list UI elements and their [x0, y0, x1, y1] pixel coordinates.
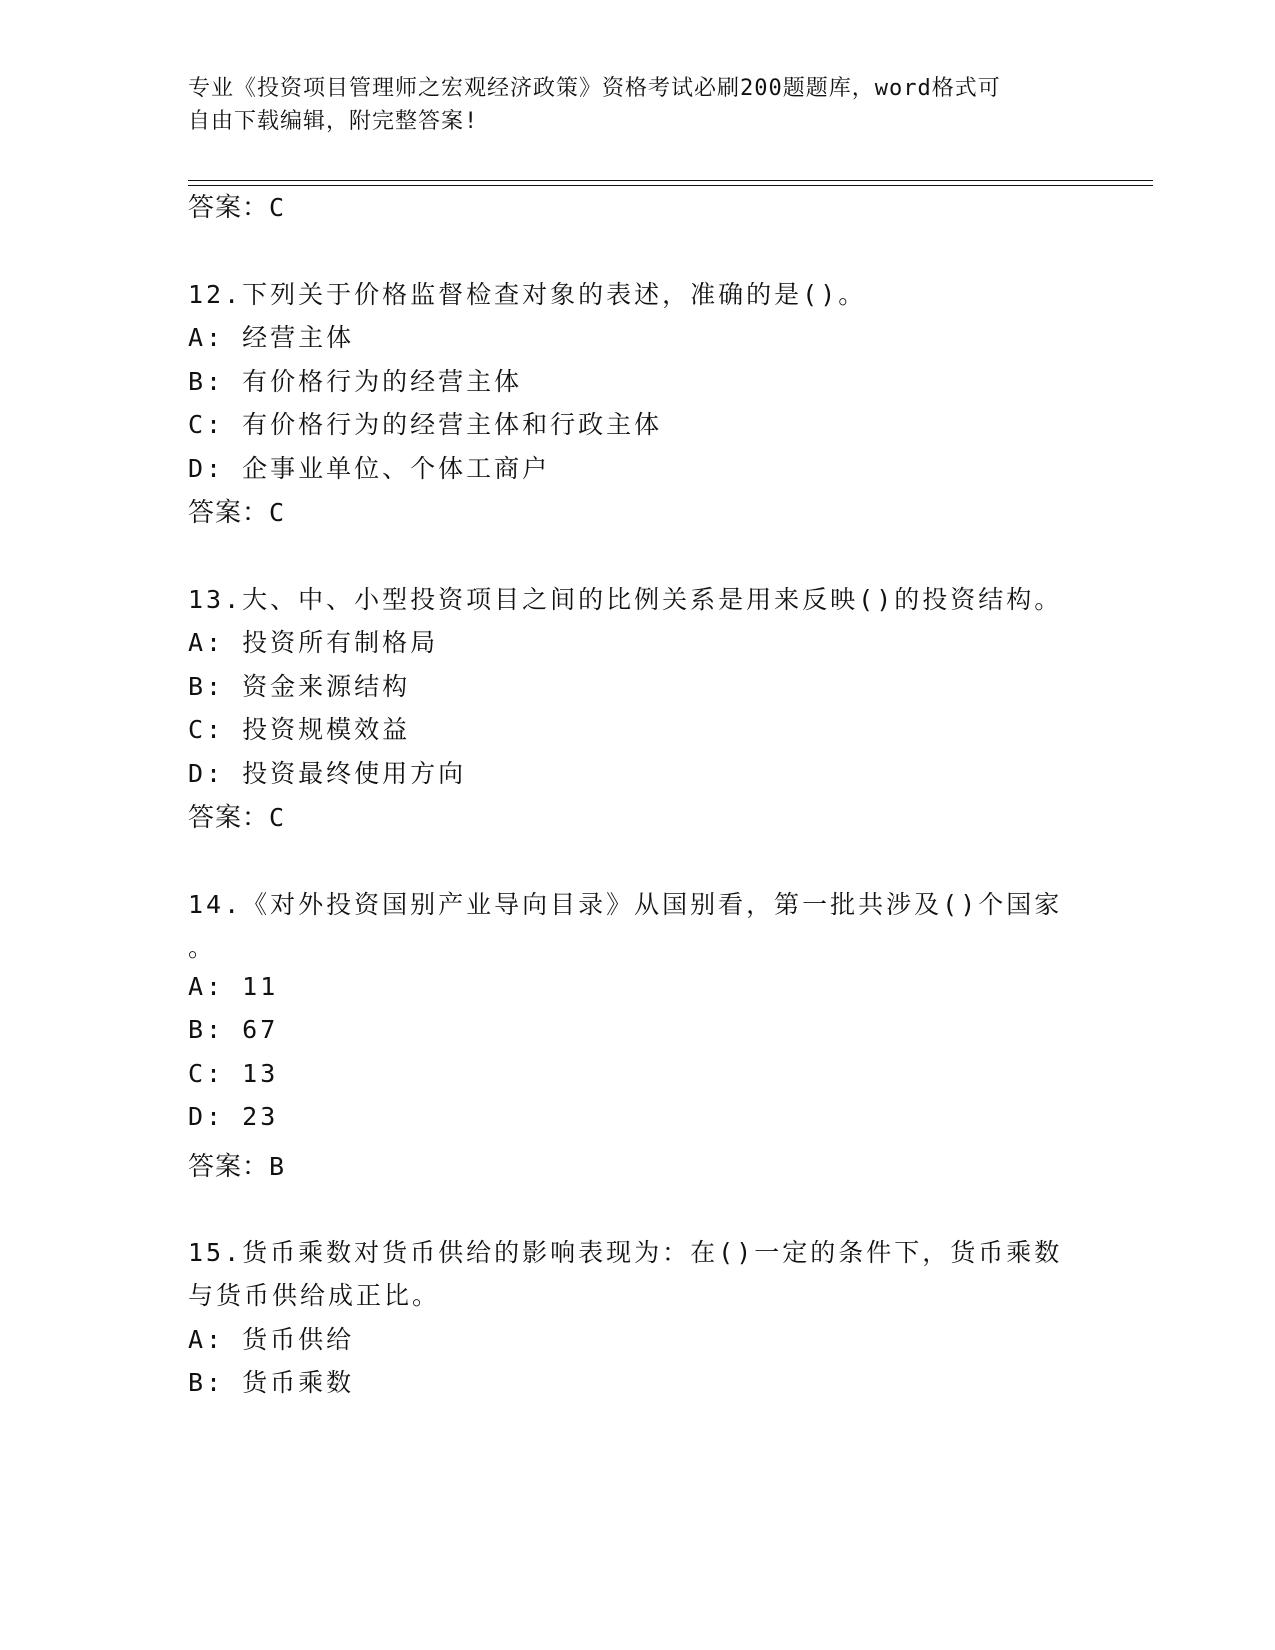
option-a: A: 经营主体 [188, 323, 355, 352]
option-b: B: 有价格行为的经营主体 [188, 367, 523, 396]
answer-value: C [269, 193, 286, 222]
answer-value: C [269, 498, 286, 527]
question-stem: 13.大、中、小型投资项目之间的比例关系是用来反映()的投资结构。 [188, 585, 1063, 614]
option-a: A: 11 [188, 972, 279, 1001]
document-header [188, 72, 1068, 138]
answer-label: 答案： [188, 1152, 270, 1182]
option-c: C: 13 [188, 1059, 279, 1088]
answer-line [188, 1146, 285, 1183]
option-c: C: 投资规模效益 [188, 715, 411, 744]
answer-line [188, 797, 285, 834]
option-b: B: 67 [188, 1015, 279, 1044]
option-c: C: 有价格行为的经营主体和行政主体 [188, 410, 663, 439]
answer-line [188, 492, 285, 529]
option-d: D: 23 [188, 1102, 279, 1131]
option-a: A: 货币供给 [188, 1325, 355, 1354]
answer-value: B [269, 1152, 286, 1181]
answer-label: 答案： [188, 193, 270, 223]
option-b: B: 货币乘数 [188, 1368, 355, 1397]
option-b: B: 资金来源结构 [188, 672, 411, 701]
answer-label: 答案： [188, 803, 270, 833]
header-intro-line-2: 自由下载编辑，附完整答案! [188, 109, 479, 134]
question-stem: 14.《对外投资国别产业导向目录》从国别看，第一批共涉及()个国家 [188, 890, 1063, 919]
header-rule-bottom [188, 185, 1153, 186]
answer-value: C [269, 803, 286, 832]
header-intro-line-1: 专业《投资项目管理师之宏观经济政策》资格考试必刷200题题库，word格式可 [188, 76, 1001, 101]
question-stem: 15.货币乘数对货币供给的影响表现为：在()一定的条件下，货币乘数 [188, 1238, 1063, 1267]
question-stem-continued: 与货币供给成正比。 [188, 1281, 441, 1310]
question-stem: 12.下列关于价格监督检查对象的表述，准确的是()。 [188, 280, 867, 309]
header-rule-top [188, 180, 1153, 181]
option-a: A: 投资所有制格局 [188, 628, 439, 657]
option-d: D: 投资最终使用方向 [188, 759, 467, 788]
question-stem-continued: 。 [188, 933, 217, 962]
answer-label: 答案： [188, 498, 270, 528]
option-d: D: 企事业单位、个体工商户 [188, 454, 551, 483]
answer-line [188, 187, 285, 224]
